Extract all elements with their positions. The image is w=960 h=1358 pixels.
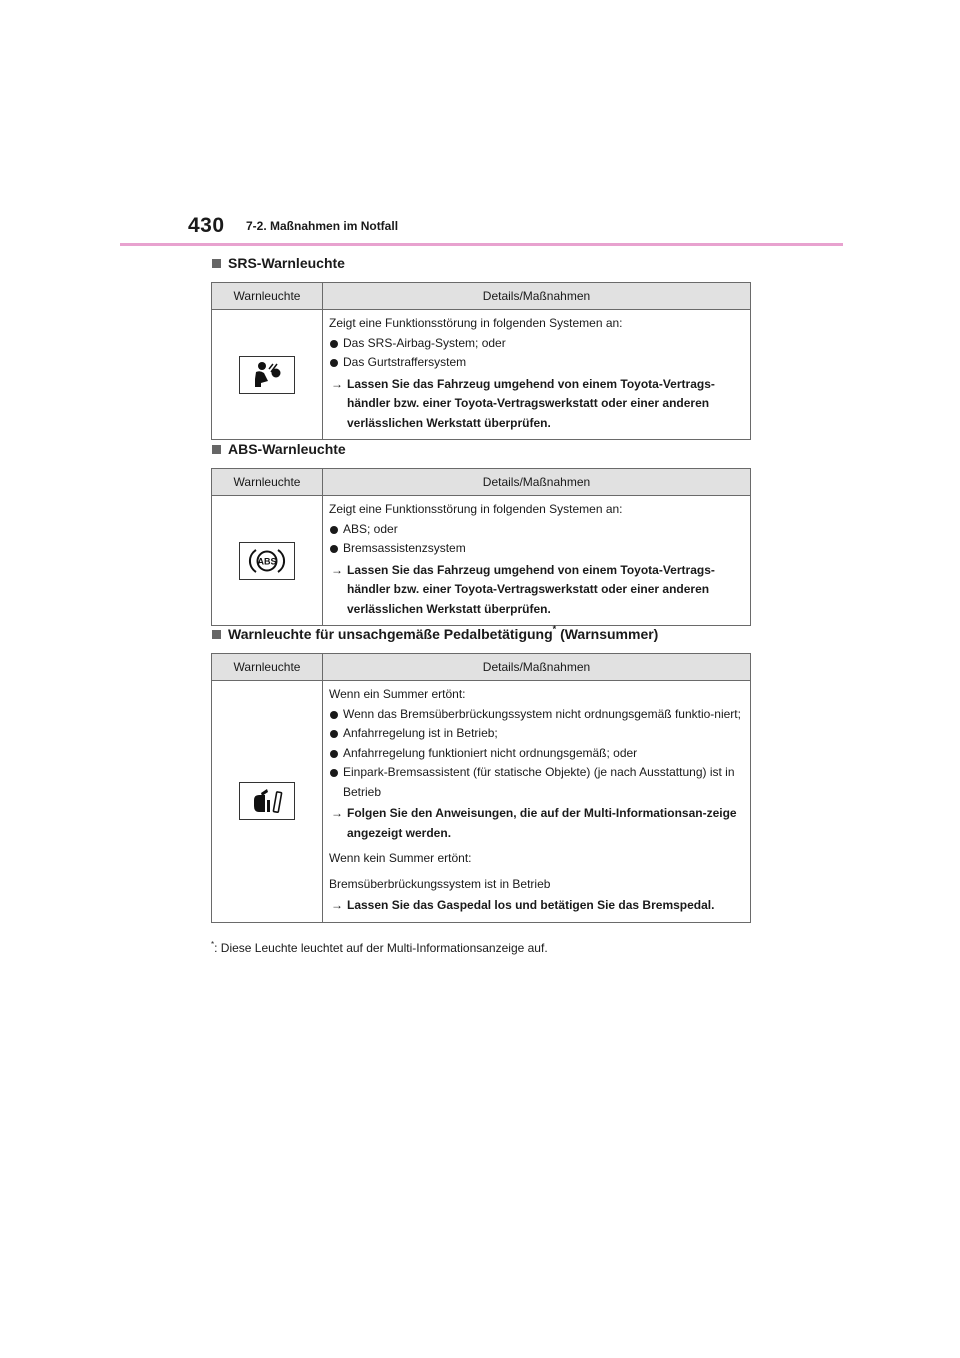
footnote: *: Diese Leuchte leuchtet auf der Multi-Informationsanzeige auf. [211,940,548,955]
detail-action: → Lassen Sie das Fahrzeug umgehend von einem Toyota-Vertrags-händler bzw. einer Toyota-Vertragswerkstatt oder einer anderen verlässlichen Werkstatt überprüfen. [331,376,715,430]
detail-bullet: Anfahrregelung ist in Betrieb; [329,724,744,744]
square-bullet-icon [212,630,221,639]
warning-table-abs [211,468,751,626]
column-header-light: Warnleuchte [212,469,323,496]
detail-intro: Wenn ein Summer ertönt: [329,687,466,701]
pedal-warning-icon [239,782,295,820]
square-bullet-icon [212,259,221,268]
arrow-right-icon: → [331,898,343,912]
detail-intro: Wenn kein Summer ertönt: [329,851,472,865]
detail-action: → Folgen Sie den Anweisungen, die auf der Multi-Informationsan-zeige angezeigt werden. [331,806,737,840]
column-header-details: Details/Maßnahmen [323,283,751,310]
detail-bullet: Das Gurtstraffersystem [329,353,744,373]
srs-airbag-icon [239,356,295,394]
section-heading: ABS-Warnleuchte [211,439,751,459]
detail-action: → Lassen Sie das Gaspedal los und betätigen Sie das Bremspedal. [329,896,744,916]
arrow-right-icon: → [331,806,343,820]
detail-bullet: Anfahrregelung funktioniert nicht ordnungsgemäß; oder [329,744,744,764]
svg-text:ABS: ABS [257,556,277,566]
header-rule [120,243,843,246]
detail-intro: Zeigt eine Funktionsstörung in folgenden Systemen an: [329,502,623,516]
detail-bullet: ABS; oder [329,520,744,540]
abs-icon [239,542,295,580]
page-number: 430 [188,214,225,237]
detail-bullet: Bremsassistenzsystem [329,539,744,559]
arrow-right-icon: → [331,562,343,577]
column-header-light: Warnleuchte [212,283,323,310]
column-header-light: Warnleuchte [212,654,323,681]
detail-bullet: Das SRS-Airbag-System; oder [329,334,744,354]
section-pedal [211,624,751,923]
detail-text: Bremsüberbrückungssystem ist in Betrieb [329,876,551,891]
detail-action: → Lassen Sie das Fahrzeug umgehend von einem Toyota-Vertrags-händler bzw. einer Toyota-Vertragswerkstatt oder einer anderen verlässlichen Werkstatt überprüfen. [331,562,715,616]
chapter-title: 7-2. Maßnahmen im Notfall [246,219,399,233]
arrow-right-icon: → [331,376,343,391]
detail-bullet: Einpark-Bremsassistent (für statische Objekte) (je nach Ausstattung) ist in Betrieb [329,763,744,802]
section-abs [211,439,751,626]
detail-intro: Zeigt eine Funktionsstörung in folgenden Systemen an: [329,316,623,330]
square-bullet-icon [212,445,221,454]
section-heading: Warnleuchte für unsachgemäße Pedalbetätigung * (Warnsummer) [211,624,751,644]
section-heading: SRS-Warnleuchte [211,253,751,273]
column-header-details: Details/Maßnahmen [323,469,751,496]
warning-table-srs [211,282,751,440]
column-header-details: Details/Maßnahmen [323,654,751,681]
detail-bullet: Wenn das Bremsüberbrückungssystem nicht ordnungsgemäß funktio-niert; [329,705,744,725]
section-srs [211,253,751,440]
warning-table-pedal [211,653,751,923]
